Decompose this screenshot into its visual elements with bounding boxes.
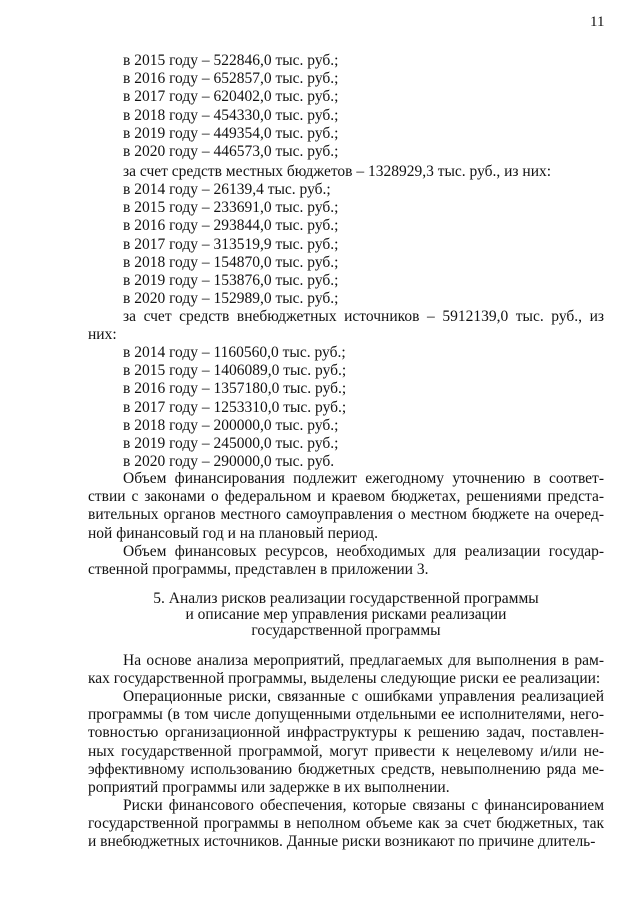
funding-year-item: в 2014 году – 26139,4 тыс. руб.; <box>123 181 331 198</box>
funding-year-item: в 2018 году – 154870,0 тыс. руб.; <box>123 253 339 271</box>
paragraph-line: ной финансовый год и на плановый период. <box>88 524 378 542</box>
funding-year-item: в 2014 году – 1160560,0 тыс. руб.; <box>123 344 346 361</box>
page-number: 11 <box>590 14 605 30</box>
funding-year-item: в 2020 году – 152989,0 тыс. руб.; <box>123 290 339 308</box>
paragraph-line: государственной программы в неполном объеме как за счет бюджетных, так <box>88 815 604 833</box>
funding-year-item: в 2018 году – 200000,0 тыс. руб.; <box>123 416 339 434</box>
paragraph-line: Объем финансовых ресурсов, необходимых для реализации государ- <box>123 543 604 560</box>
funding-year-item: в 2015 году – 522846,0 тыс. руб.; <box>123 52 339 69</box>
section-heading: и описание мер управления рисками реализации <box>185 606 507 623</box>
paragraph-line: программы (в том числе допущенными отдельными ее исполнителями, него- <box>88 706 604 724</box>
funding-year-item: в 2015 году – 1406089,0 тыс. руб.; <box>123 362 347 380</box>
paragraph-line: Объем финансирования подлежит ежегодному уточнению в соответ- <box>123 470 604 487</box>
paragraph-line: роприятий программы или задержке в их выполнении. <box>88 779 450 796</box>
funding-year-item: в 2016 году – 1357180,0 тыс. руб.; <box>123 380 347 398</box>
funding-year-item: в 2016 году – 293844,0 тыс. руб.; <box>123 217 339 235</box>
extrabudget-heading: за счет средств внебюджетных источников – 5912139,0 тыс. руб., из <box>123 308 604 325</box>
paragraph-line: эффективному использованию бюджетных средств, невыполнению ряда ме- <box>88 760 604 778</box>
section-heading: государственной программы <box>251 622 441 639</box>
paragraph-line: ках государственной программы, выделены следующие риски ее реализации: <box>88 670 601 688</box>
funding-year-item: в 2016 году – 652857,0 тыс. руб.; <box>123 70 339 88</box>
funding-year-item: в 2017 году – 313519,9 тыс. руб.; <box>123 235 339 253</box>
funding-year-item: в 2020 году – 446573,0 тыс. руб.; <box>123 143 339 160</box>
funding-year-item: в 2018 году – 454330,0 тыс. руб.; <box>123 106 339 124</box>
paragraph-line: ственной программы, представлен в приложении 3. <box>88 561 429 579</box>
paragraph-line: Операционные риски, связанные с ошибками управления реализацией <box>123 688 604 705</box>
paragraph-line: товностью организационной инфраструктуры к решению задач, поставлен- <box>88 724 604 742</box>
extrabudget-heading-cont: них: <box>88 326 117 343</box>
paragraph-line: ствии с законами о федеральном и краевом бюджетах, решениями предста- <box>88 488 604 506</box>
local-budget-heading: за счет средств местных бюджетов – 1328929,3 тыс. руб., из них: <box>123 163 552 180</box>
funding-year-item: в 2020 году – 290000,0 тыс. руб. <box>123 453 335 471</box>
paragraph-line: Риски финансового обеспечения, которые связаны с финансированием <box>123 797 604 814</box>
funding-year-item: в 2019 году – 245000,0 тыс. руб.; <box>123 435 339 452</box>
paragraph-line: и внебюджетных источников. Данные риски возникают по причине длитель- <box>88 833 596 851</box>
funding-year-item: в 2019 году – 153876,0 тыс. руб.; <box>123 272 339 289</box>
funding-year-item: в 2017 году – 1253310,0 тыс. руб.; <box>123 398 347 416</box>
funding-year-item: в 2015 году – 233691,0 тыс. руб.; <box>123 199 339 217</box>
funding-year-item: в 2019 году – 449354,0 тыс. руб.; <box>123 124 339 142</box>
paragraph-line: вительных органов местного самоуправления о местном бюджете на очеред- <box>88 506 604 524</box>
paragraph-line: ных государственной программой, могут привести к нецелевому и/или не- <box>88 742 604 760</box>
section-heading: 5. Анализ рисков реализации государственной программы <box>153 590 539 607</box>
funding-year-item: в 2017 году – 620402,0 тыс. руб.; <box>123 88 339 106</box>
paragraph-line: На основе анализа мероприятий, предлагаемых для выполнения в рам- <box>123 652 604 669</box>
